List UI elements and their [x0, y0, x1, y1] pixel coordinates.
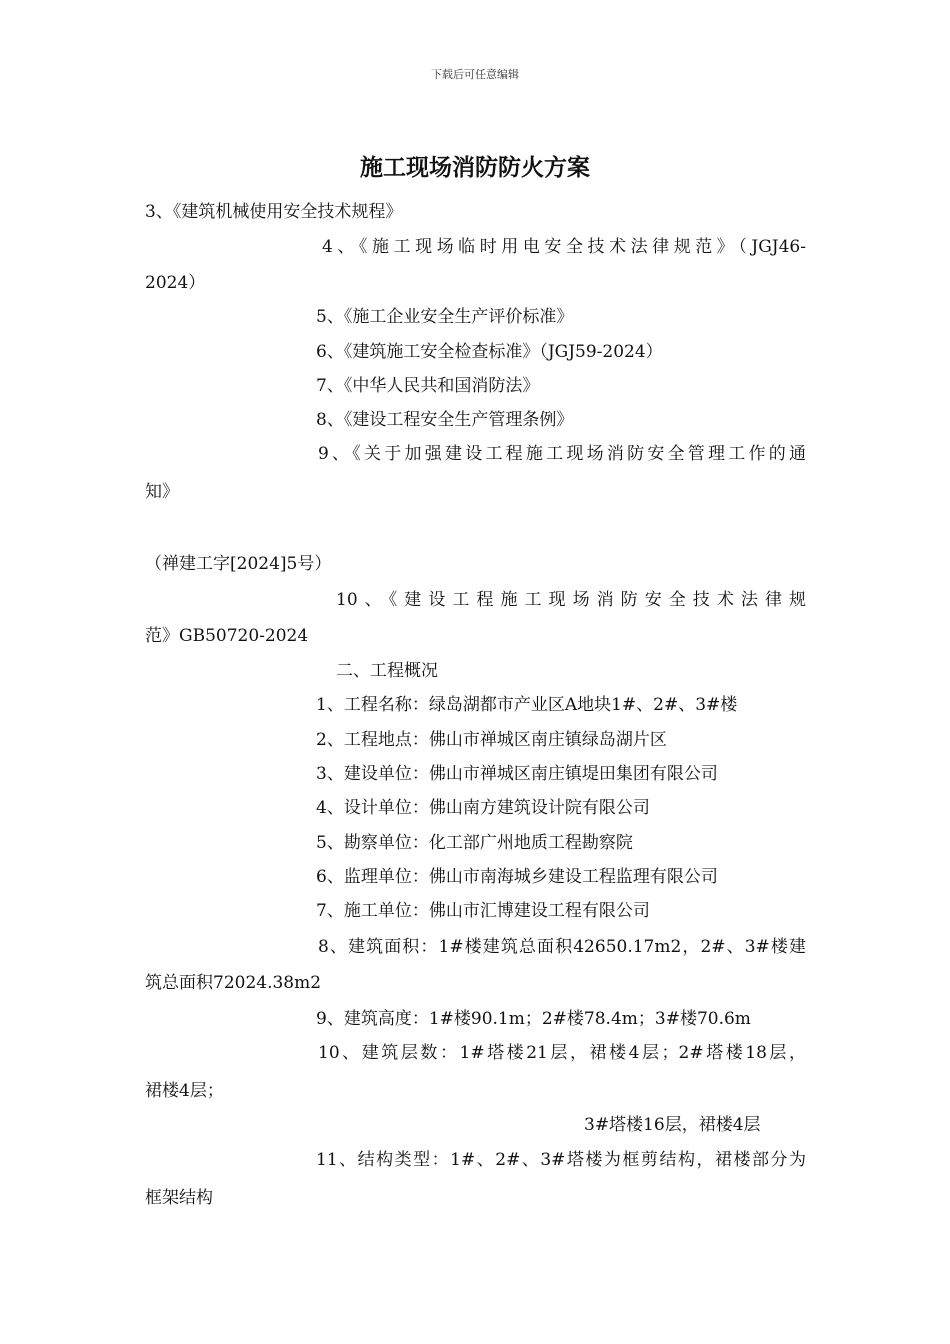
reference-item-10: 10、《建设工程施工现场消防安全技术法律规: [336, 590, 806, 610]
reference-item-9: 9、《关于加强建设工程施工现场消防安全管理工作的通: [318, 444, 806, 464]
reference-item-8: 8、《建设工程安全生产管理条例》: [316, 410, 574, 430]
overview-item-4: 4、设计单位：佛山南方建筑设计院有限公司: [316, 798, 650, 818]
overview-item-3: 3、建设单位：佛山市禅城区南庄镇堤田集团有限公司: [316, 764, 718, 784]
overview-item-5: 5、勘察单位：化工部广州地质工程勘察院: [316, 833, 633, 853]
overview-item-1: 1、工程名称：绿岛湖都市产业区A地块1#、2#、3#楼: [316, 695, 738, 715]
overview-item-10: 10、建筑层数：1#塔楼21层，裙楼4层；2#塔楼18层，: [318, 1043, 806, 1063]
reference-item-10-continued: 范》GB50720-2024: [145, 626, 309, 646]
document-title: 施工现场消防防火方案: [360, 154, 590, 181]
overview-item-10-continued: 裙楼4层；: [145, 1081, 224, 1101]
page-header-note: 下载后可任意编辑: [431, 68, 519, 81]
reference-item-9-continued: 知》: [145, 482, 179, 502]
reference-item-9-document-number: （禅建工字[2024]5号）: [145, 554, 332, 574]
overview-item-9: 9、建筑高度：1#楼90.1m；2#楼78.4m；3#楼70.6m: [316, 1009, 751, 1029]
overview-item-11-continued: 框架结构: [145, 1188, 213, 1208]
overview-item-11: 11、结构类型：1#、2#、3#塔楼为框剪结构，裙楼部分为: [316, 1150, 806, 1170]
overview-item-8: 8、建筑面积：1#楼建筑总面积42650.17m2，2#、3#楼建: [318, 937, 806, 957]
overview-item-2: 2、工程地点：佛山市禅城区南庄镇绿岛湖片区: [316, 730, 667, 750]
section-heading-overview: 二、工程概况: [336, 661, 438, 681]
reference-item-5: 5、《施工企业安全生产评价标准》: [316, 307, 574, 327]
overview-item-6: 6、监理单位：佛山市南海城乡建设工程监理有限公司: [316, 867, 718, 887]
reference-item-3: 3、《建筑机械使用安全技术规程》: [145, 202, 403, 222]
reference-item-7: 7、《中华人民共和国消防法》: [316, 376, 540, 396]
reference-item-4: 4、《施工现场临时用电安全技术法律规范》（JGJ46-: [322, 237, 806, 257]
reference-item-4-continued: 2024）: [145, 273, 206, 293]
reference-item-6: 6、《建筑施工安全检查标准》（JGJ59-2024）: [316, 342, 663, 362]
overview-item-10-tower-3: 3#塔楼16层，裙楼4层: [584, 1115, 761, 1135]
overview-item-8-continued: 筑总面积72024.38m2: [145, 973, 322, 993]
overview-item-7: 7、施工单位：佛山市汇博建设工程有限公司: [316, 901, 650, 921]
